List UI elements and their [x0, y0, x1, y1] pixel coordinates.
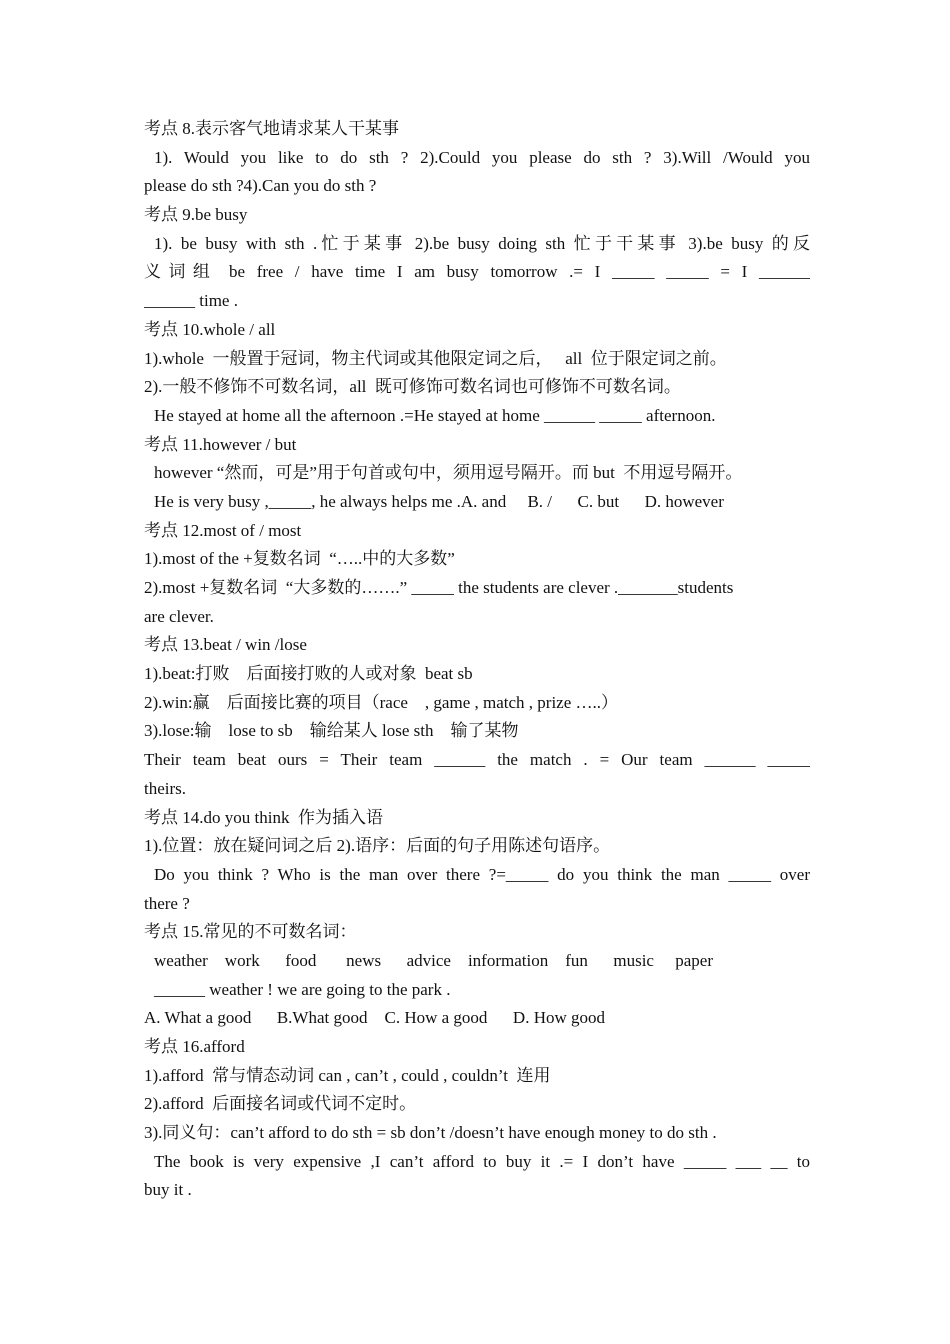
text-line: ______ time .: [144, 291, 238, 311]
text-line: 3).同义句：can’t afford to do sth = sb don’t /doesn’t have enough money to do sth .: [144, 1123, 717, 1143]
text-line: please do sth ?4).Can you do sth ?: [144, 176, 377, 196]
text-line: 考点 13.beat / win /lose: [144, 635, 307, 655]
text-line: 考点 10.whole / all: [144, 319, 276, 339]
text-line: theirs.: [144, 778, 187, 798]
text-line: are clever.: [144, 606, 214, 626]
text-line: 2).afford 后面接名词或代词不定时。: [144, 1094, 417, 1114]
text-line: 1). be busy with sth .忙于某事 2).be busy doing sth 忙于干某事 3).be busy 的反: [154, 233, 810, 253]
text-line: A. What a good B.What good C. How a good D. How good: [144, 1008, 606, 1028]
text-line: weather work food news advice information fun music paper: [154, 950, 713, 970]
text-line: 考点 14.do you think 作为插入语: [144, 807, 383, 827]
text-line: 1). Would you like to do sth ? 2).Could you please do sth ? 3).Will /Would you: [154, 147, 810, 167]
text-line: 2).win:赢 后面接比赛的项目（race , game , match , prize …..）: [144, 692, 619, 712]
text-line: 考点 8.表示客气地请求某人干某事: [144, 119, 399, 138]
text-line: 3).lose:输 lose to sb 输给某人 lose sth 输了某物: [144, 721, 519, 741]
text-line: however “然而，可是”用于句首或句中，须用逗号隔开。而 but 不用逗号隔开。: [154, 463, 743, 483]
text-line: 考点 15.常见的不可数名词：: [144, 922, 357, 942]
text-line: 考点 9.be busy: [144, 205, 248, 225]
text-line: Do you think ? Who is the man over there ?=_____ do you think the man _____ over: [154, 864, 810, 884]
text-line: He is very busy ,_____, he always helps me .A. and B. / C. but D. however: [154, 491, 724, 511]
text-line: 1).位置：放在疑问词之后 2).语序：后面的句子用陈述句语序。: [144, 836, 611, 856]
text-line: 考点 11.however / but: [144, 434, 297, 454]
text-line: 2).most +复数名词 “大多数的…….” _____ the students are clever ._______students: [144, 578, 734, 597]
text-line: 1).whole 一般置于冠词，物主代词或其他限定词之后， all 位于限定词之前。: [144, 348, 727, 368]
text-line: He stayed at home all the afternoon .=He stayed at home ______ _____ afternoon.: [154, 405, 716, 425]
text-line: 1).most of the +复数名词 “…..中的大多数”: [144, 549, 455, 569]
text-line: 2).一般不修饰不可数名词，all 既可修饰可数名词也可修饰不可数名词。: [144, 377, 681, 397]
text-line: ______ weather ! we are going to the park .: [154, 979, 451, 999]
text-line: Their team beat ours = Their team ______ the match . = Our team ______ _____: [144, 750, 810, 770]
text-line: 义词组 be free / have time I am busy tomorrow .= I _____ _____ = I ______: [144, 262, 810, 282]
text-line: buy it .: [144, 1180, 192, 1200]
text-line: 考点 16.afford: [144, 1037, 245, 1056]
text-line: 考点 12.most of / most: [144, 520, 302, 540]
text-line: 1).beat:打败 后面接打败的人或对象 beat sb: [144, 664, 473, 684]
text-line: The book is very expensive ,I can’t afford to buy it .= I don’t have _____ ___ __ to: [154, 1151, 810, 1171]
text-line: there ?: [144, 893, 190, 913]
document-page: [144, 115, 810, 1205]
text-line: 1).afford 常与情态动词 can , can’t , could , couldn’t 连用: [144, 1065, 551, 1085]
